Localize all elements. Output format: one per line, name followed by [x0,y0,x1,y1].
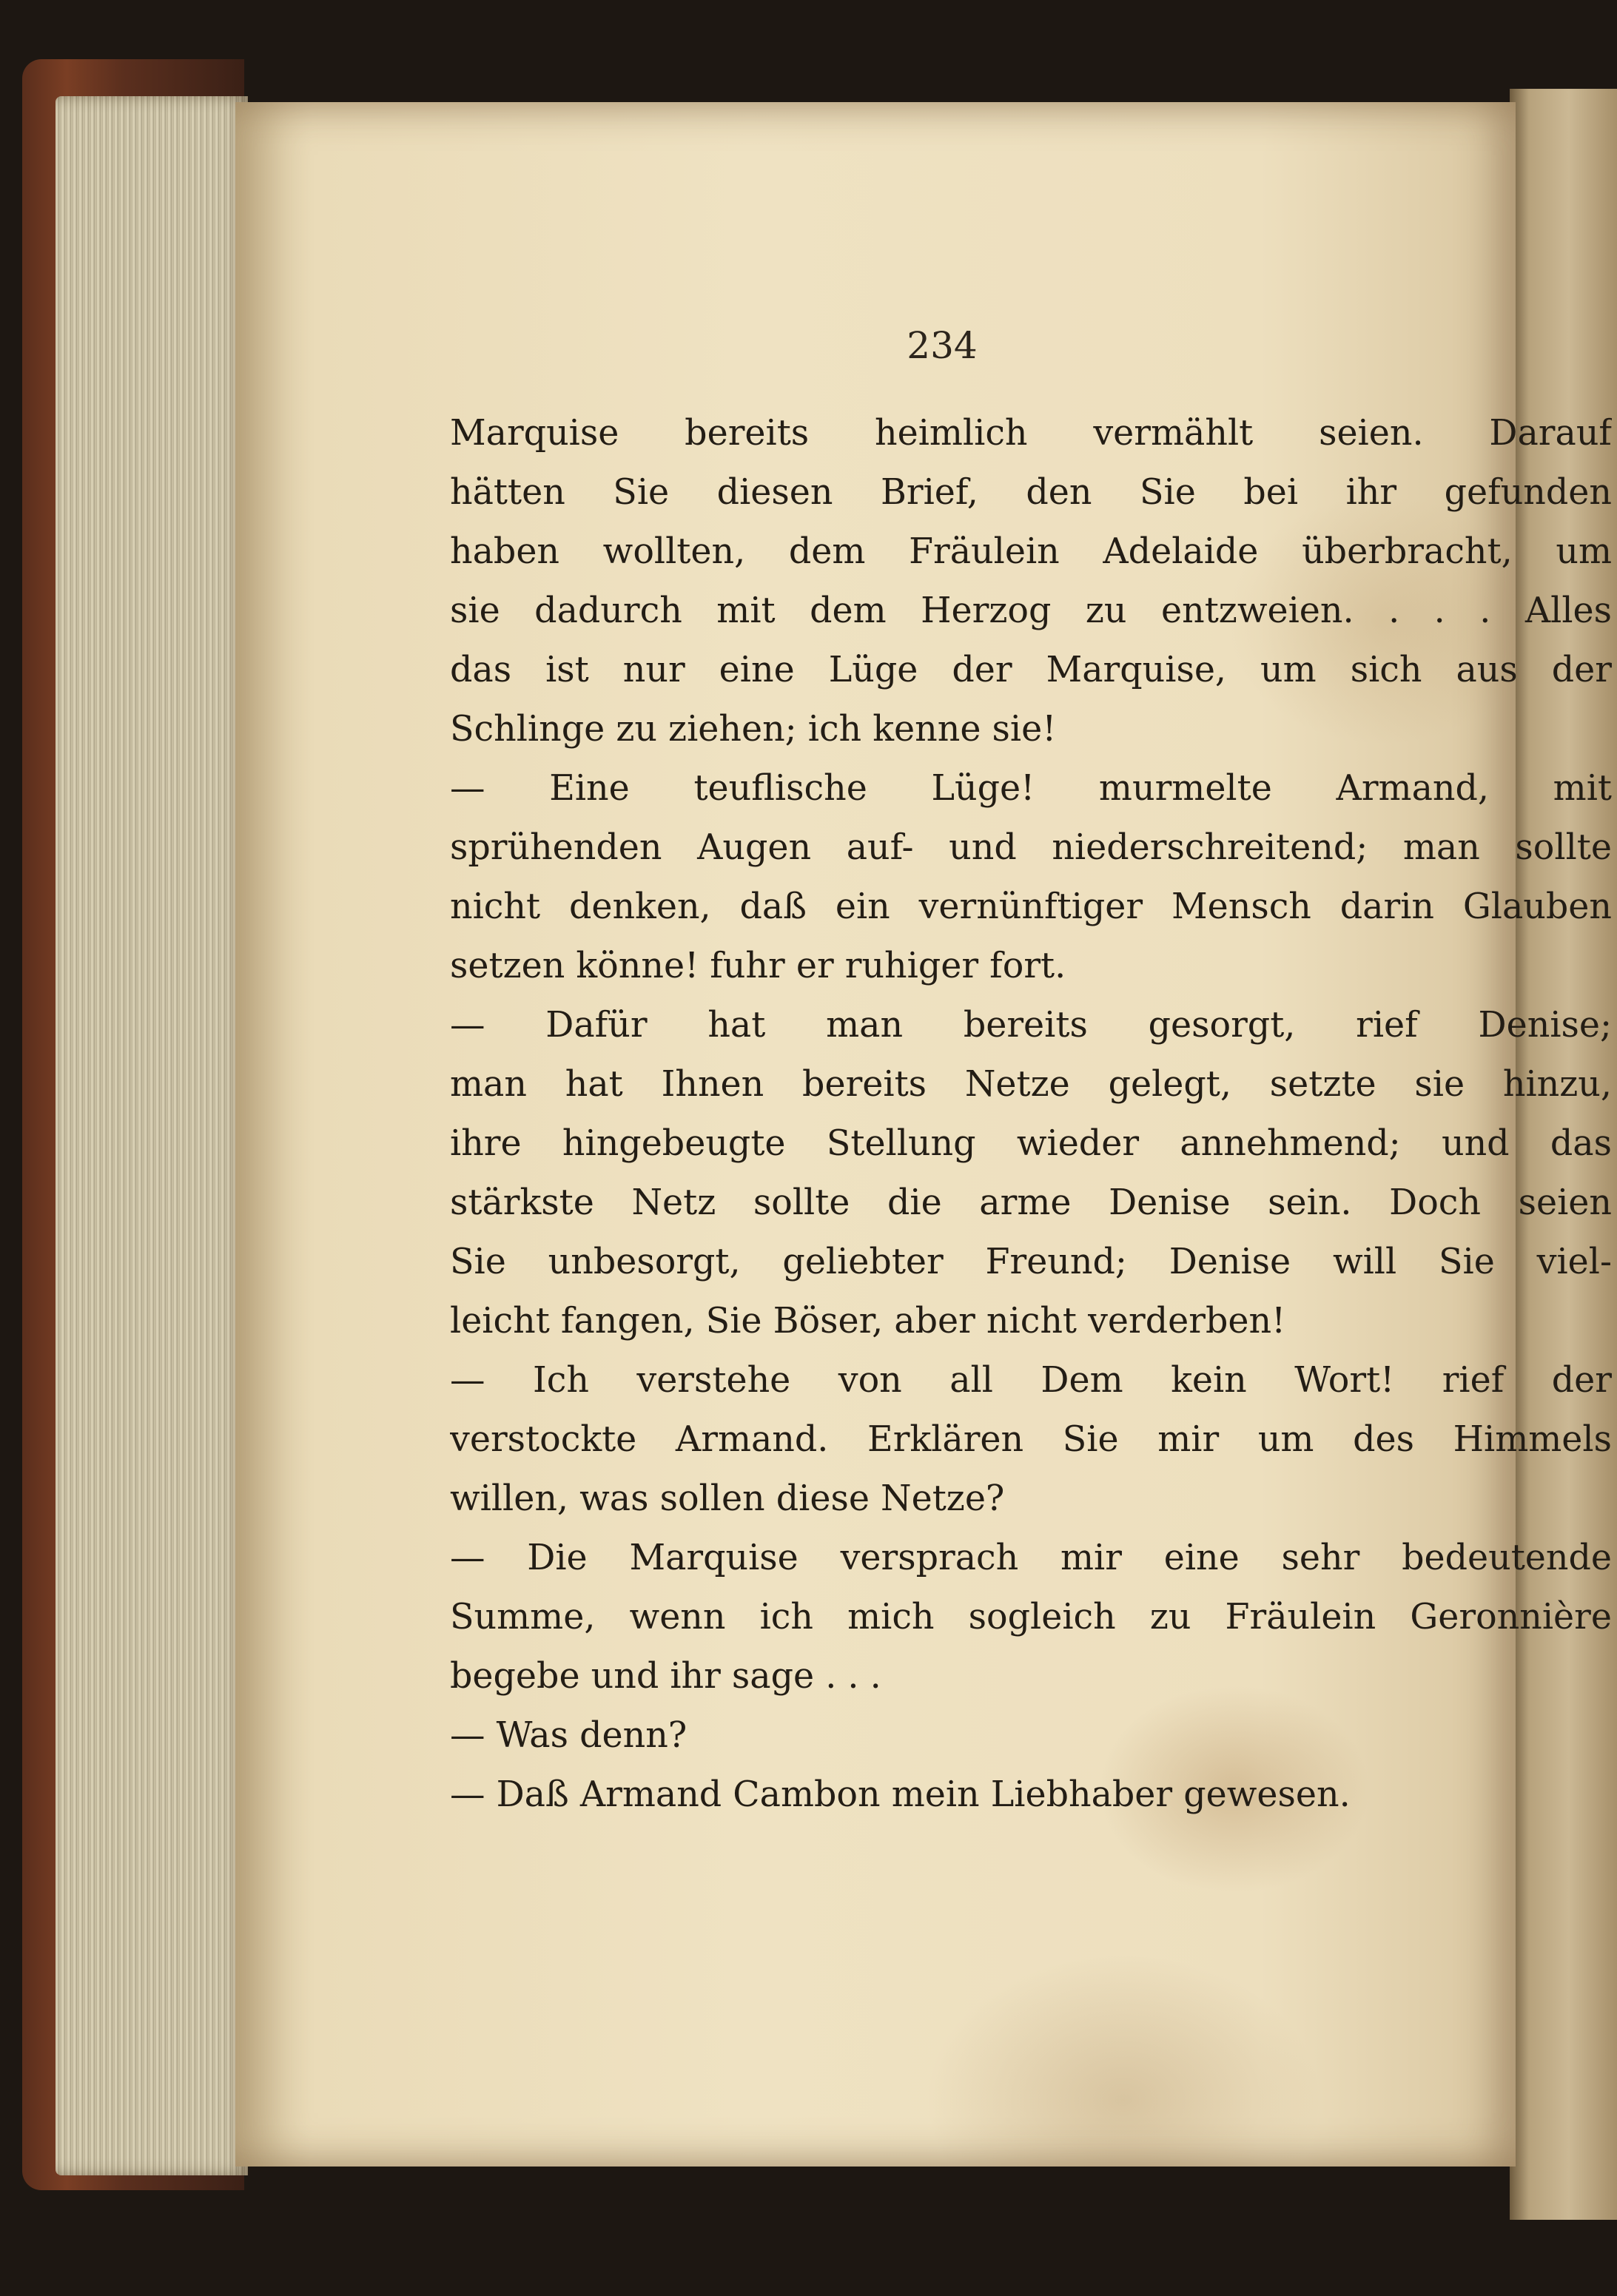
text-line: man hat Ihnen bereits Netze gelegt, setzte sie hinzu, [450,1064,1612,1105]
text-line: Schlinge zu ziehen; ich kenne sie! [450,709,1057,750]
text-line: stärkste Netz sollte die arme Denise sein. Doch seien [450,1182,1612,1223]
text-line: setzen könne! fuhr er ruhiger fort. [450,946,1066,986]
page-edges [56,96,248,2175]
book-page [235,102,1612,2167]
text-line: haben wollten, dem Fräulein Adelaide überbracht, um [450,531,1612,572]
text-line: — Was denn? [450,1715,688,1756]
text-line: begebe und ihr sage . . . [450,1656,881,1697]
text-line: — Ich verstehe von all Dem kein Wort! rief der [450,1360,1612,1401]
text-line: — Eine teuflische Lüge! murmelte Armand, mit [450,768,1612,809]
text-line: das ist nur eine Lüge der Marquise, um sich aus der [450,650,1612,690]
text-line: willen, was sollen diese Netze? [450,1478,1005,1519]
text-line: verstockte Armand. Erklären Sie mir um des Himmels [450,1419,1612,1460]
text-line: ihre hingebeugte Stellung wieder annehmend; und das [450,1123,1612,1164]
text-line: Marquise bereits heimlich vermählt seien. Darauf [450,413,1612,454]
text-line: leicht fangen, Sie Böser, aber nicht verderben! [450,1301,1286,1341]
text-line: sie dadurch mit dem Herzog zu entzweien. . . . Alles [450,590,1612,631]
page-number: 234 [907,324,978,367]
page-text [450,404,1612,1825]
text-line: — Daß Armand Cambon mein Liebhaber gewesen. [450,1774,1351,1815]
text-line: Summe, wenn ich mich sogleich zu Fräulein Geronnière [450,1597,1612,1637]
text-line: sprühenden Augen auf- und niederschreitend; man sollte [450,827,1612,868]
text-line: — Die Marquise versprach mir eine sehr bedeutende [450,1538,1612,1578]
text-line: Sie unbesorgt, geliebter Freund; Denise will Sie viel- [450,1242,1612,1282]
text-line: hätten Sie diesen Brief, den Sie bei ihr gefunden [450,472,1612,513]
text-line: — Dafür hat man bereits gesorgt, rief Denise; [450,1005,1612,1046]
text-line: nicht denken, daß ein vernünftiger Mensch darin Glauben [450,886,1612,927]
